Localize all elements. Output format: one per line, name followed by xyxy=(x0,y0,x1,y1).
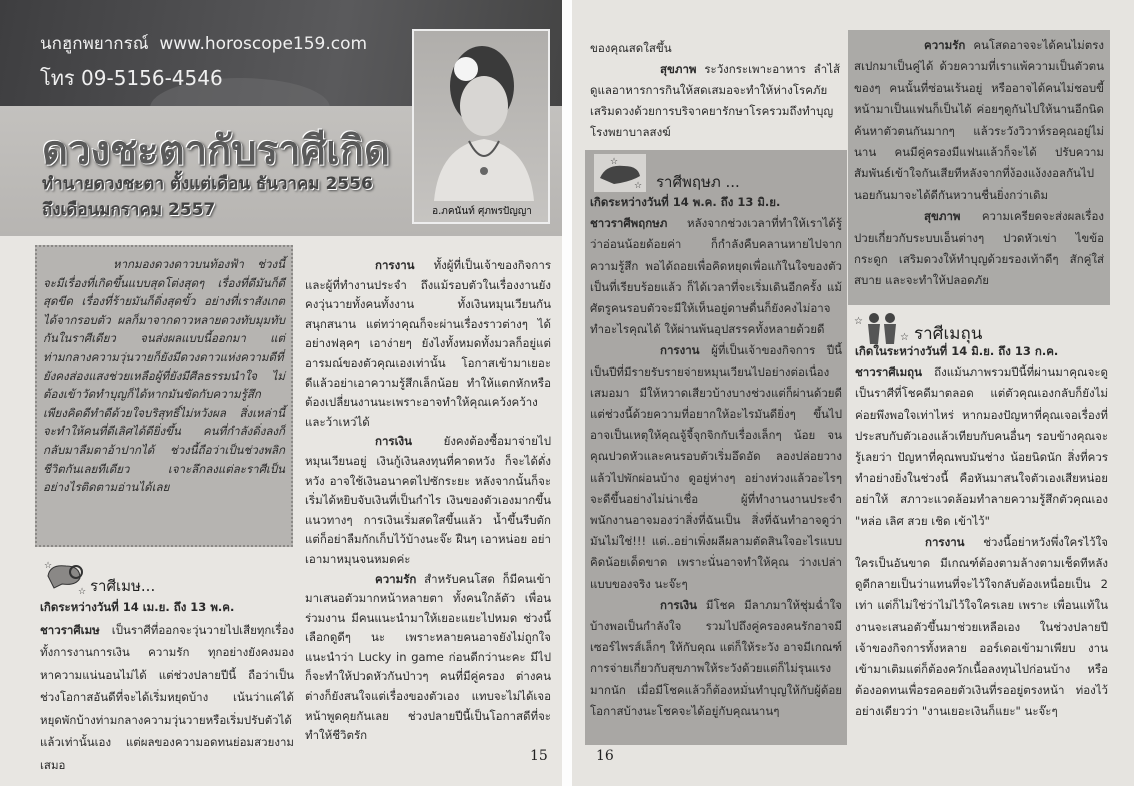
aries-health xyxy=(590,59,840,138)
aries-lead: ชาวราศีเมษ xyxy=(40,622,100,637)
svg-text:☆: ☆ xyxy=(44,561,53,571)
aries-text: เป็นราศีที่ออกจะวุ่นวายไปเสียทุกเรื่อง ทั้งการงานการเงิน ความรัก ทุกอย่างยังคงมองหาความแน่นอนไม่ได้ แต่ช่วงปลายปีนี้ ถือว่าเป็นช่วงโอกาสอันดีที่จะได้เริ่มหยุดบ้าง เน้นว่าแค่ได้หยุดพักบ้างท่ามกลางความวุ่นวายหรือเริ่มปรับตัวได้แล้วเท่านั้นเอง แต่ผลของความอดทนย่อมสวยงามเสมอ xyxy=(40,622,294,772)
svg-text:☆: ☆ xyxy=(854,316,863,327)
gemini-heading: ราศีเมถุน xyxy=(914,324,983,344)
taurus-lead: ชาวราศีพฤกษภ xyxy=(590,216,668,231)
publisher-name: นกฮูกพยากรณ์ xyxy=(40,34,149,54)
svg-text:☆: ☆ xyxy=(900,332,909,343)
aries-love xyxy=(305,570,551,746)
taurus-money xyxy=(590,595,842,722)
love-label: ความรัก xyxy=(924,38,966,52)
intro-box xyxy=(35,245,293,547)
page-number: 15 xyxy=(530,748,548,764)
aries-intro xyxy=(40,619,294,777)
gemini-lead: ชาวราศีเมถุน xyxy=(855,365,922,380)
page-title: ดวงชะตากับราศีเกิด xyxy=(42,128,390,174)
money-label: การเงิน xyxy=(375,434,413,449)
health-text: ระวังกระเพาะอาหาร ลำไส้ ดูแลอาหารการกินให้สดเสมอจะทำให้ห่างโรคภัย เสริมดวงด้วยการบริจาคยารักษาโรครวมถึงทำบุญโรงพยาบาลสงฆ์ xyxy=(590,62,840,138)
work-label: การงาน xyxy=(660,343,700,358)
health-label: สุขภาพ xyxy=(660,62,697,76)
page-number: 16 xyxy=(596,748,614,764)
taurus-bull-icon xyxy=(594,154,646,192)
svg-text:☆: ☆ xyxy=(78,587,87,596)
taurus-column xyxy=(590,192,842,744)
taurus-love xyxy=(854,35,1104,206)
svg-text:☆: ☆ xyxy=(634,181,643,191)
work-text: ผู้ที่เป็นเจ้าของกิจการ ปีนี้เป็นปีที่มีรายรับรายจ่ายหมุนเวียนไปอย่างต่อเนื่องเสมอมา มีให้หวาดเสียวบ้างบางช่วงแต่ก็ผ่านด้วยดี แต่ช่วงนี้ด้วยความที่อยากให้อะไรมันดียิ่งๆ ขึ้นไป อาจเป็นเหตุให้คุณจู้จี้จุกจิกกับเรื่องเล็กๆ น้อย จนคุณปวดหัวและคนรอบตัวเริ่มอึดอัด ลองปล่อยวางแล้วไปพักผ่อนบ้าง ดูอยู่ห่างๆ อย่างห่วงแล้วอะไรๆ จะดีขึ้นอย่างไม่น่าเชื่อ ผู้ที่ทำงานงานประจำพนักงานอาจมองว่าสิ่งที่ฉันเป็น สิ่งที่ฉันทำอาจดูว่ามันไม่ใช่!!! แต่..อย่าเพิ่งผลีผลามตัดสินใจอะไรแบบคิดน้อยเด็ดขาด เพราะนั่นอาจทำให้คุณ ว่างเปล่าแบบของจริง นะจ๊ะๆ xyxy=(590,343,842,591)
work-text: ทั้งผู้ที่เป็นเจ้าของกิจการและผู้ที่ทำงานประจำ ถึงแม้รอบตัวในเรื่องงานยังคงวุ่นวายทั้งคนทั้งงาน ทั้งเงินหมุนเวียนกันสนุกสนาน แต่ทว่าคุณก็จะผ่านเรื่องราวต่างๆ ได้อย่างฟลุคๆ เอาง่ายๆ ยังไงทั้งหมดทั้งมวลก็อยู่แต่อารมณ์ของตัวคุณเองเท่านั้น โอกาสเข้ามาเยอะดีแล้วอย่าเอาความรู้สึกเล็กน้อย ทำให้แตกหักหรือต้องเปลี่ยนงานนะเพราะอาจทำให้คุณเคว้งคว้างและว้าเหว่ได้ xyxy=(305,258,551,429)
love-text: สำหรับคนโสด ก็มีคนเข้ามาเสนอตัวมากหน้าหลายตา ทั้งคนใกล้ตัว เพื่อนร่วมงาน มีคนแนะนำมาให้เยอะแยะไปหมด ช่วงนี้เลือกดูดีๆ นะ เพราะหลายคนอาจยังไม่ถูกใจ แนะนำว่า Lucky in game ก่อนดีกว่านะคะ มีไปก็จะทำให้ปวดหัวกันป่าวๆ คนที่มีคู่ครอง ต่างคนต่างก็ยังสนใจแต่เรื่องของตัวเอง แทบจะไม่ได้เจอหน้าพูดคุยกันเลย ช่วงปลายปีนี้เป็นโอกาสดีที่จะทำให้ชีวิตรัก xyxy=(305,571,551,743)
aries-column-1 xyxy=(40,596,294,776)
aries-continued xyxy=(590,38,840,138)
love-label: ความรัก xyxy=(375,571,417,586)
love-continued: ของคุณสดใสขึ้น xyxy=(590,41,672,55)
gemini-text: ถึงแม้นภาพรวมปีนี้ที่ผ่านมาคุณจะดูเป็นราศีที่โชคดีมาตลอด แต่ตัวคุณเองกลับก็ยังไม่ค่อยพึงพอใจเท่าไหร่ หากมองปัญหาที่คุณเจอเรื่องที่ประสบกับตัวเองแล้วเทียบกับคนอื่นๆ รอบข้างคุณจะรู้เลยว่า ปัญหาที่คุณพบมันช่าง น้อยนิดนัก สิ่งที่ควรทำอย่างยิ่งในช่วงนี้ คือหันมาสนใจตัวเองเสียหน่อยอย่าให้ สภาวะแวดล้อมทำลายความรู้สึกตัวคุณเอง "หล่อ เลิศ สวย เชิด เข้าไว้" xyxy=(855,365,1108,528)
money-text: มีโชค มีลาภมาให้ชุ่มฉ่ำใจบ้างพอเป็นกำลังใจ รวมไปถึงคู่ครองคนรักอาจมีเซอร์ไพรส์เล็กๆ ให้กับคุณ แต่ก็ให้ระวัง อาจมีเกณฑ์การจ่ายเกี่ยวกับสุขภาพให้ระวังด้วยแต่ก็ไม่รุนแรงมากนัก เมื่อมีโชคแล้วก็ต้องหมั่นทำบุญให้กับผู้ด้อยโอกาสบ้างนะโชคจะได้อยู่กับคุณนานๆ xyxy=(590,597,842,718)
svg-text:☆: ☆ xyxy=(610,157,619,167)
aries-ram-icon xyxy=(40,556,88,596)
author-photo xyxy=(412,29,550,224)
aries-work xyxy=(305,256,551,432)
taurus-column-2 xyxy=(848,30,1110,305)
page-gutter xyxy=(562,0,572,786)
taurus-dates: เกิดระหว่างวันที่ 14 พ.ค. ถึง 13 มิ.ย. xyxy=(590,195,781,209)
aries-heading: ราศีเมษ... xyxy=(90,577,156,595)
love-text: คนโสดอาจจะได้คนไม่ตรงสเปกมาเป็นคู่ได้ ด้วยความที่เราแพ้ความเป็นตัวตนของๆ คนนั้นที่ซ่อนเร้นอยู่ หรืออาจได้คนไม่ชอบขี้หน้ามาเป็นแฟนก็เป็นได้ ค่อยๆดูกันไปให้นานอีกนิดค้นหาตัวตนกันมากๆ แล้วระวังวิวาห์รอคุณอยู่ไม่นาน คนมีคู่ครองมีแฟนแล้วก็จะได้ ปรับความสัมพันธ์เข้าใจกันเสียทีหลังจากที่ง้องแง้งงอลกันไป นอยกันมาจะได้ดีกันหวานชื่นยิ่งกว่าเดิม xyxy=(854,38,1104,202)
taurus-intro xyxy=(590,213,842,340)
work-label: การงาน xyxy=(375,258,415,272)
taurus-health xyxy=(854,206,1104,292)
work-label: การงาน xyxy=(925,534,965,549)
taurus-work xyxy=(590,340,842,594)
money-label: การเงิน xyxy=(660,597,698,612)
right-page xyxy=(572,0,1134,786)
subtitle-2: ถึงเดือนมกราคม 2557 xyxy=(42,200,216,220)
taurus-heading: ราศีพฤษภ ... xyxy=(656,173,740,191)
health-text: ความเครียดจะส่งผลเรื่องปวยเกี่ยวกับระบบเอ็นต่างๆ ปวดหัวเข่า ไขข้อกระดูก เสริมดวงให้ทำบุญด้วยรองเท้าดีๆ สักคู่ใส่สบาย และจะทำให้ปลอดภัย xyxy=(854,209,1104,288)
portrait-image xyxy=(414,31,548,201)
aries-money xyxy=(305,432,551,569)
left-page xyxy=(0,0,562,786)
gemini-intro xyxy=(855,362,1108,532)
subtitle-1: ทำนายดวงชะตา ตั้งแต่เดือน ธันวาคม 2556 xyxy=(42,174,373,194)
publisher-line xyxy=(40,30,367,57)
work-text: ช่วงนี้อย่าหวังพึ่งใครไว้ใจใครเป็นอันขาด มีเกณฑ์ต้องตามล้างตามเช็ดทีหลัง ดูดีกลายเป็นว่าแทนที่จะไว้ใจกลับต้องเหนื่อยเป็น 2 เท่า แต่ก็ไม่ใช่ว่าไม่ไว้ใจใครเลย เพราะ เพื่อนแท้ในงานจะเสนอตัวขึ้นมาช่วยเหลือเอง ในช่วงปลายปีเจ้าของกิจการทั้งหลาย ออร์เดอเข้ามาเพียบ งานเข้ามาเติมแต่ก็ต้องควักเนื้อลงทุนไปก่อนบ้าง หรือต้องอดทนเพื่อรอคอยตัวเงินที่รออยู่ตรงหน้า ท่องไว้อย่างเดียวว่า "งานเยอะเงินก็แยะ" นะจ๊ะๆ xyxy=(855,534,1108,719)
money-text: ยังคงต้องซื้อมาจ่ายไปหมุนเวียนอยู่ เงินกู้เงินลงทุนที่คาดหวัง ก็จะได้ดั่งหวัง อาจใช้เงินอนาคตไปซักระยะ หลังจากนั้นก็จะเริ่มได้หยิบจับเงินที่เป็นกำไร เงินของตัวเองมากขึ้นแนวทางๆ การเงินเริ่มสดใสขึ้นแล้ว น้ำขึ้นรีบตัก แต่ก็อย่าลืมกักเก็บไว้บ้างนะจ๊ะ ฝืนๆ เอาหน่อย อย่าเอามาหมุนจนหมดค่ะ xyxy=(305,434,551,566)
author-caption: อ.ภคนันท์ ศุภพรปัญญา xyxy=(432,206,532,217)
taurus-text: หลังจากช่วงเวลาที่ทำให้เราได้รู้ว่าอ่อนน้อยด้อยค่า ก็กำลังคืบคลานหายไปจากความรู้สึก พอได้ถอยเพื่อคิดหยุดเพื่อแก้ในใจของตัวเป็นที่เรียบร้อยแล้ว ก็ได้เวลาที่จะเริ่มเดินอีกครั้ง แม้ศัตรูคนรอบตัวจะมีให้เห็นอยู่ดาษดื่นก็ยังคงไม่อาจทำอะไรคุณได้ ให้ผ่านพ้นอุปสรรคทั้งหลายด้วยดี xyxy=(590,216,842,337)
gemini-column xyxy=(855,341,1108,771)
website: www.horoscope159.com xyxy=(159,34,368,54)
aries-dates: เกิดระหว่างวันที่ 14 เม.ย. ถึง 13 พ.ค. xyxy=(40,600,235,614)
gemini-work xyxy=(855,532,1108,723)
intro-text: หากมองดวงดาวบนท้องฟ้า ช่วงนี้จะมีเรื่องที่เกิดขึ้นแบบสุดโต่งสุดๆ เรื่องที่ดีมันก็ดีสุดขีด เรื่องที่ร้ายมันก็ดิ่งสุดขั้ว อย่างที่เราสังเกตได้จากรอบตัว ผลก็มาจากดาวหลายดวงทับมุมทับกันในราศีเดียว จนส่งผลแบบนี้ออกมา แต่ท่ามกลางความวุ่นวายก็ยังมีดวงดาวแห่งความดีที่ยังคงส่องแสงช่วยเหลือผู้ที่ยังมีศีลธรรมนำใจ ไม่ต้องเข้าวัดทำบุญก็ได้หากมันขัดกับความรู้สึก เพียงคิดดีทำดีด้วยใจบริสุทธิ์ไม่หวังผล สิ่งเหล่านี้จะทำให้คนที่ดีเลิศได้ดียิ่งขึ้น คนที่กำลังดิ่งลงก็กลับมาลืมตาอ้าปากได้ ช่วงนี้ถือว่าเป็นช่วงพลิกชีวิตกันเลยทีเดียว เจาะลึกลงแต่ละราศีเป็นอย่างไรติดตามอ่านได้เลย xyxy=(43,257,285,495)
gemini-dates: เกิดในระหว่างวันที่ 14 มิ.ย. ถึง 13 ก.ค. xyxy=(855,344,1059,358)
health-label: สุขภาพ xyxy=(924,209,961,224)
phone-number: โทร 09-5156-4546 xyxy=(40,66,223,90)
aries-column-2 xyxy=(305,256,551,756)
